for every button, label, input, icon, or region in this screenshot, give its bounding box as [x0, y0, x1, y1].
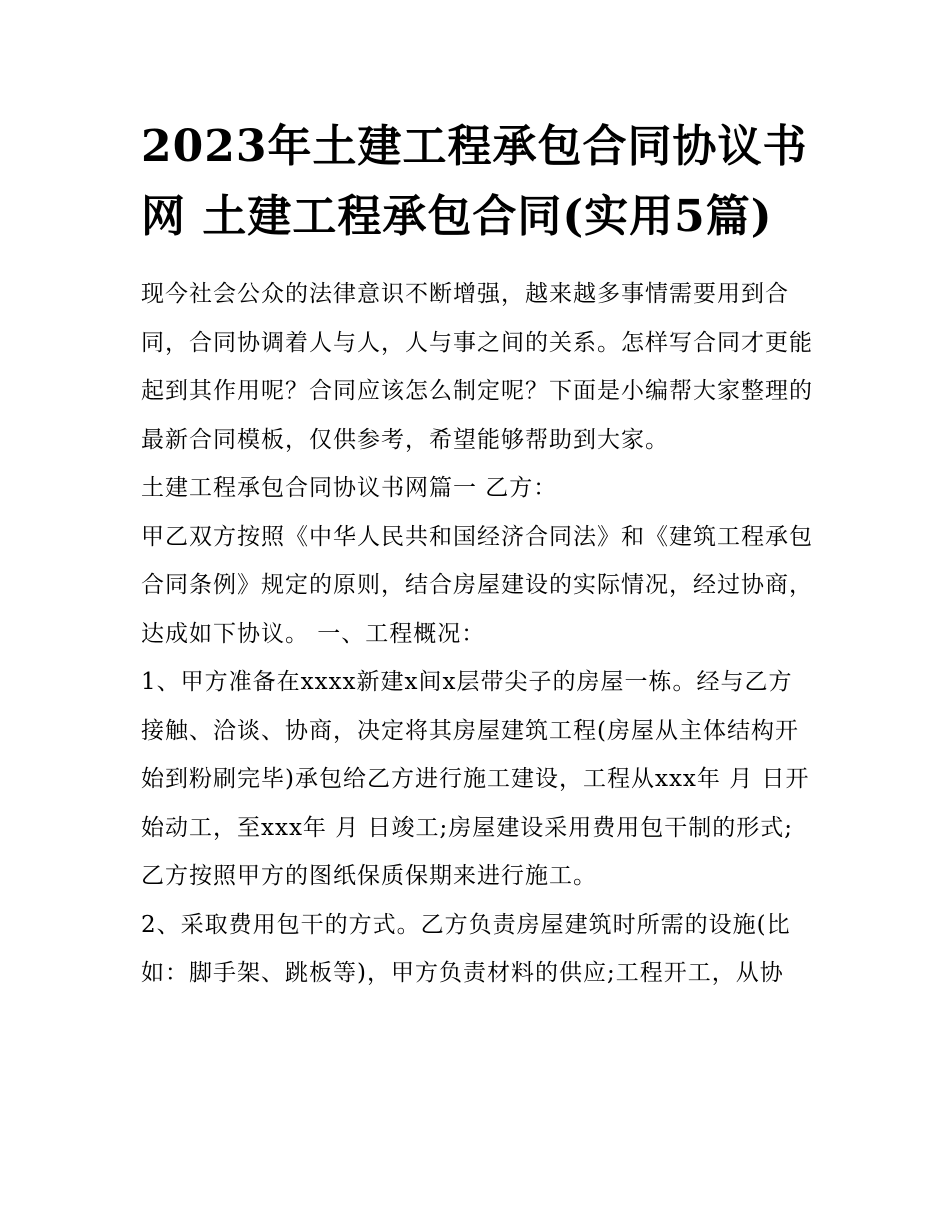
document-title: 2023年土建工程承包合同协议书网 土建工程承包合同(实用5篇) — [141, 121, 808, 242]
clause-2-paragraph: 2、采取费用包干的方式。乙方负责房屋建筑时所需的设施(比如：脚手架、跳板等)，甲方负责材料的供应;工程开工，从协 — [141, 911, 791, 986]
agreement-paragraph: 甲乙双方按照《中华人民共和国经济合同法》和《建筑工程承包合同条例》规定的原则，结合房屋建设的实际情况，经过协商，达成如下协议。 一、工程概况： — [141, 523, 813, 647]
document-page — [141, 112, 813, 998]
section-heading-paragraph: 土建工程承包合同协议书网篇一 乙方： — [141, 475, 558, 501]
intro-paragraph: 现今社会公众的法律意识不断增强，越来越多事情需要用到合同，合同协调着人与人，人与事之间的关系。怎样写合同才更能起到其作用呢？合同应该怎么制定呢？下面是小编帮大家整理的最新合同模板，仅供参考，希望能够帮助到大家。 — [141, 281, 813, 453]
title-block — [141, 112, 813, 252]
clause-1-paragraph: 1、甲方准备在xxxx新建x间x层带尖子的房屋一栋。经与乙方接触、洽谈、协商，决定将其房屋建筑工程(房屋从主体结构开始到粉刷完毕)承包给乙方进行施工建设，工程从xxx年 月 日开始动工，至xxx年 月 日竣工;房屋建设采用费用包干制的形式;乙方按照甲方的图纸保质保期来进行施工。 — [141, 669, 810, 889]
